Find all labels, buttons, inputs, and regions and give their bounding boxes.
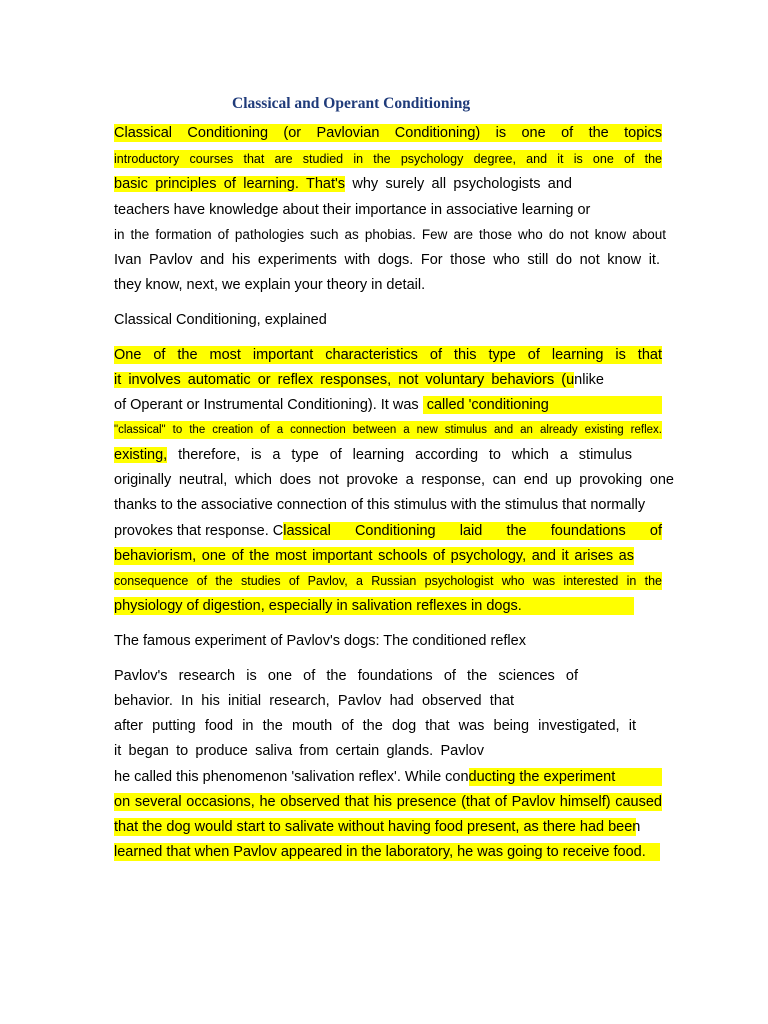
plain-text: provokes that response. C — [114, 523, 284, 539]
text-line: consequence of the studies of Pavlov, a Russian psychologist who was interested in the — [114, 574, 662, 588]
text-line: after putting food in the mouth of the dog that was being investigated, it — [114, 718, 636, 734]
text-line: that the dog would start to salivate without having food present, as there had been — [114, 819, 641, 835]
text-line: on several occasions, he observed that his presence (that of Pavlov himself) caused — [114, 794, 662, 810]
text-line: Pavlov's research is one of the foundations of the sciences of — [114, 668, 578, 684]
text-line — [114, 396, 662, 414]
text-line — [114, 371, 604, 389]
text-line: behaviorism, one of the most important schools of psychology, and it arises as — [114, 548, 634, 564]
text-line: it began to produce saliva from certain glands. Pavlov — [114, 743, 484, 759]
text-line: originally neutral, which does not provoke a response, can end up provoking one — [114, 472, 674, 488]
text-line: Ivan Pavlov and his experiments with dogs. For those who still do not know it. — [114, 252, 660, 268]
highlighted-text: called 'conditioning — [423, 396, 662, 414]
highlighted-text: basic principles of learning. That's — [114, 176, 346, 192]
highlighted-text: existing, — [114, 447, 168, 463]
text-line: teachers have knowledge about their importance in associative learning or — [114, 202, 591, 218]
highlighted-text: lassical Conditioning laid the foundations of — [283, 523, 662, 539]
text-line: "classical" to the creation of a connection between a new stimulus and an already existing reflex. — [114, 421, 662, 439]
page-title: Classical and Operant Conditioning — [232, 95, 471, 112]
text-line: physiology of digestion, especially in salivation reflexes in dogs. — [114, 597, 634, 615]
plain-text: nlike — [574, 372, 604, 388]
text-line — [114, 768, 662, 786]
text-line — [114, 175, 572, 193]
section-heading: The famous experiment of Pavlov's dogs: The conditioned reflex — [114, 633, 526, 649]
text-line: behavior. In his initial research, Pavlov had observed that — [114, 693, 514, 709]
text-line: Classical Conditioning (or Pavlovian Conditioning) is one of the topics — [114, 125, 662, 141]
text-line: One of the most important characteristics of this type of learning is that — [114, 347, 662, 363]
highlighted-text: it involves automatic or reflex responses, not voluntary behaviors (u — [114, 372, 575, 388]
text-line: they know, next, we explain your theory in detail. — [114, 277, 426, 293]
plain-text: why surely all psychologists and — [345, 176, 572, 192]
text-line: thanks to the associative connection of this stimulus with the stimulus that normally — [114, 497, 646, 513]
text-line: introductory courses that are studied in the psychology degree, and it is one of the — [114, 152, 662, 166]
text-line: learned that when Pavlov appeared in the laboratory, he was going to receive food. — [114, 843, 660, 861]
plain-text: therefore, is a type of learning according to which a stimulus — [167, 447, 632, 463]
section-heading: Classical Conditioning, explained — [114, 312, 327, 328]
text-line — [114, 522, 662, 540]
highlighted-text: ducting the experiment — [469, 768, 662, 786]
plain-text: he called this phenomenon 'salivation reflex'. While con — [114, 769, 469, 785]
text-line — [114, 446, 632, 464]
plain-text: of Operant or Instrumental Conditioning). It was — [114, 397, 423, 413]
text-line: in the formation of pathologies such as phobias. Few are those who do not know about — [114, 227, 666, 242]
